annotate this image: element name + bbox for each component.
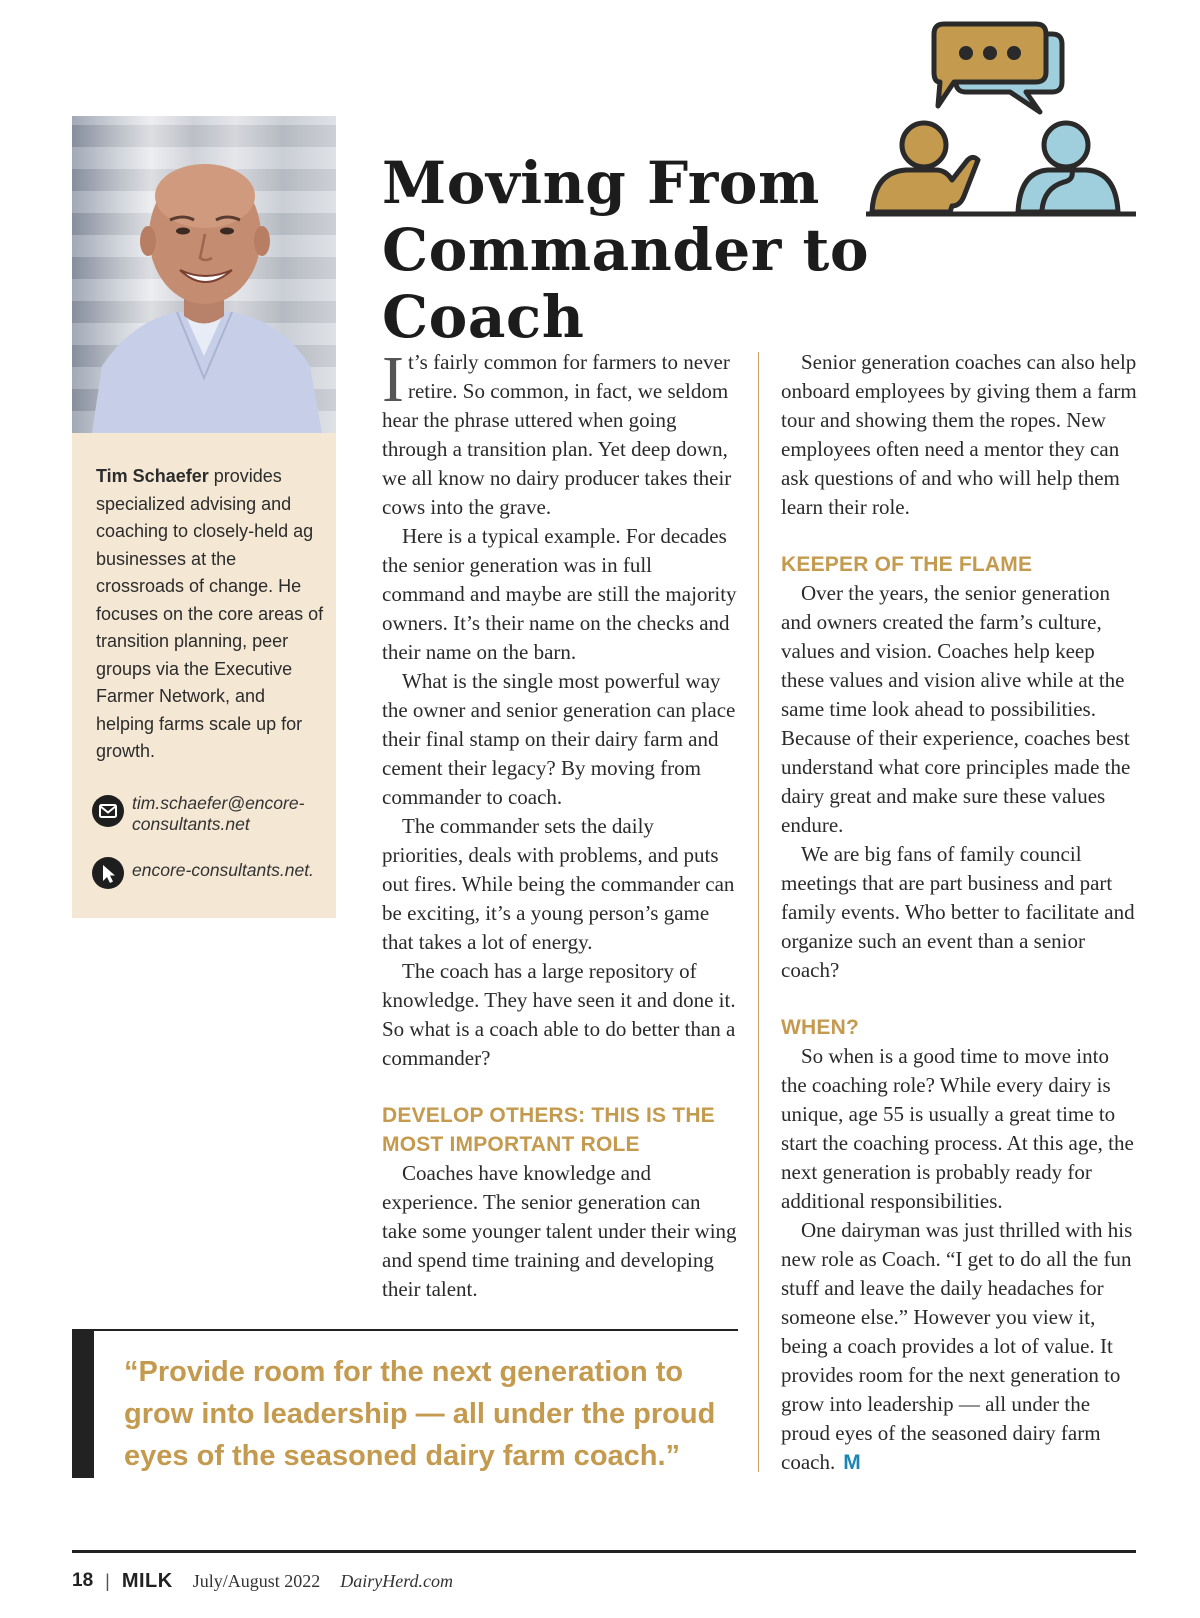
issue-date: July/August 2022 xyxy=(192,1570,321,1591)
article-title-line1: Moving From xyxy=(382,149,820,217)
paragraph-text: One dairyman was just thrilled with his new role as Coach. “I get to do all the fun stuff and leave the daily headaches for someone else.” However you view it, being a coach provides a lot of value. It provides room for the next generation to grow into leadership — all under the proud eyes of the seasoned dairy farm coach. xyxy=(781,1218,1133,1474)
author-website[interactable] xyxy=(92,857,332,891)
footer-rule xyxy=(72,1550,1136,1553)
pull-quote-rule xyxy=(72,1329,738,1331)
section-heading: KEEPER OF THE FLAME xyxy=(781,553,1033,576)
magazine-logo: MILK xyxy=(121,1569,173,1592)
paragraph-text: t’s fairly common for farmers to never retire. So common, in fact, we seldom hear the phrase uttered when going through a transition plan. Yet deep down, we all know no dairy producer takes their cows into the grave. xyxy=(382,350,732,519)
paragraph: Over the years, the senior generation and owners created the farm’s culture, values and vision. Coaches help keep these values and vision alive while at the same time look ahead to possibilities. Because of their experience, coaches best understand what core principles made the dairy great and make sure these values endure. xyxy=(781,581,1131,837)
author-photo xyxy=(72,116,336,433)
author-email-line2: consultants.net xyxy=(132,814,250,834)
paragraph xyxy=(382,343,738,522)
paragraph: What is the single most powerful way the owner and senior generation can place their final stamp on their dairy farm and cement their legacy? By moving from commander to coach. xyxy=(382,669,736,809)
author-email-line1: tim.schaefer@encore- xyxy=(132,793,305,813)
paragraph: We are big fans of family council meetings that are part business and part family events. Who better to facilitate and organize such an event than a senior coach? xyxy=(781,842,1135,982)
author-name: Tim Schaefer xyxy=(96,466,209,486)
paragraph: Coaches have knowledge and experience. The senior generation can take some younger talent under their wing and spend time training and developing their talent. xyxy=(382,1161,737,1301)
pull-quote: “Provide room for the next generation to grow into leadership — all under the proud eyes of the seasoned dairy farm coach.” xyxy=(124,1356,716,1472)
conversation-coach-icon xyxy=(866,20,1136,220)
author-website-text: encore-consultants.net. xyxy=(132,860,314,880)
column-divider xyxy=(758,352,759,1472)
paragraph: Here is a typical example. For decades the senior generation was in full command and maybe are still the majority owners. It’s their name on the checks and their name on the barn. xyxy=(382,524,737,664)
drop-cap: I xyxy=(382,343,404,416)
paragraph: So when is a good time to move into the coaching role? While every dairy is unique, age 55 is usually a great time to start the coaching process. At this age, the next generation is probably ready for additional responsibilities. xyxy=(781,1044,1134,1213)
section-heading: DEVELOP OTHERS: THIS IS THE MOST IMPORTANT ROLE xyxy=(382,1104,715,1156)
author-bio-text: provides specialized advising and coaching to closely-held ag businesses at the crossroads of change. He focuses on the core areas of transition planning, peer groups via the Executive Farmer Network, and helping farms scale up for growth. xyxy=(96,466,324,761)
author-bio xyxy=(96,463,328,766)
paragraph: The commander sets the daily priorities, deals with problems, and puts out fires. While being the commander can be exciting, it’s a young person’s game that takes a lot of energy. xyxy=(382,814,735,954)
author-email[interactable] xyxy=(92,795,332,841)
article-title-line2: Commander to Coach xyxy=(382,216,870,351)
paragraph: Senior generation coaches can also help onboard employees by giving them a farm tour and showing them the ropes. New employees often need a mentor they can ask questions of and who will help them learn their role. xyxy=(781,350,1137,519)
website-link[interactable]: DairyHerd.com xyxy=(340,1570,454,1591)
article-column-1 xyxy=(382,343,738,1304)
envelope-icon xyxy=(92,795,124,827)
paragraph: The coach has a large repository of knowledge. They have seen it and done it. So what is a coach able to do better than a commander? xyxy=(382,959,736,1070)
pull-quote-bar xyxy=(72,1331,94,1478)
cursor-icon xyxy=(92,857,124,889)
end-mark: M xyxy=(843,1451,861,1474)
footer-separator: | xyxy=(105,1570,110,1591)
article-column-2 xyxy=(781,348,1137,1477)
section-heading: WHEN? xyxy=(781,1016,859,1039)
page-number: 18 xyxy=(72,1570,94,1591)
page-footer xyxy=(72,1566,453,1596)
paragraph xyxy=(781,1216,1137,1477)
